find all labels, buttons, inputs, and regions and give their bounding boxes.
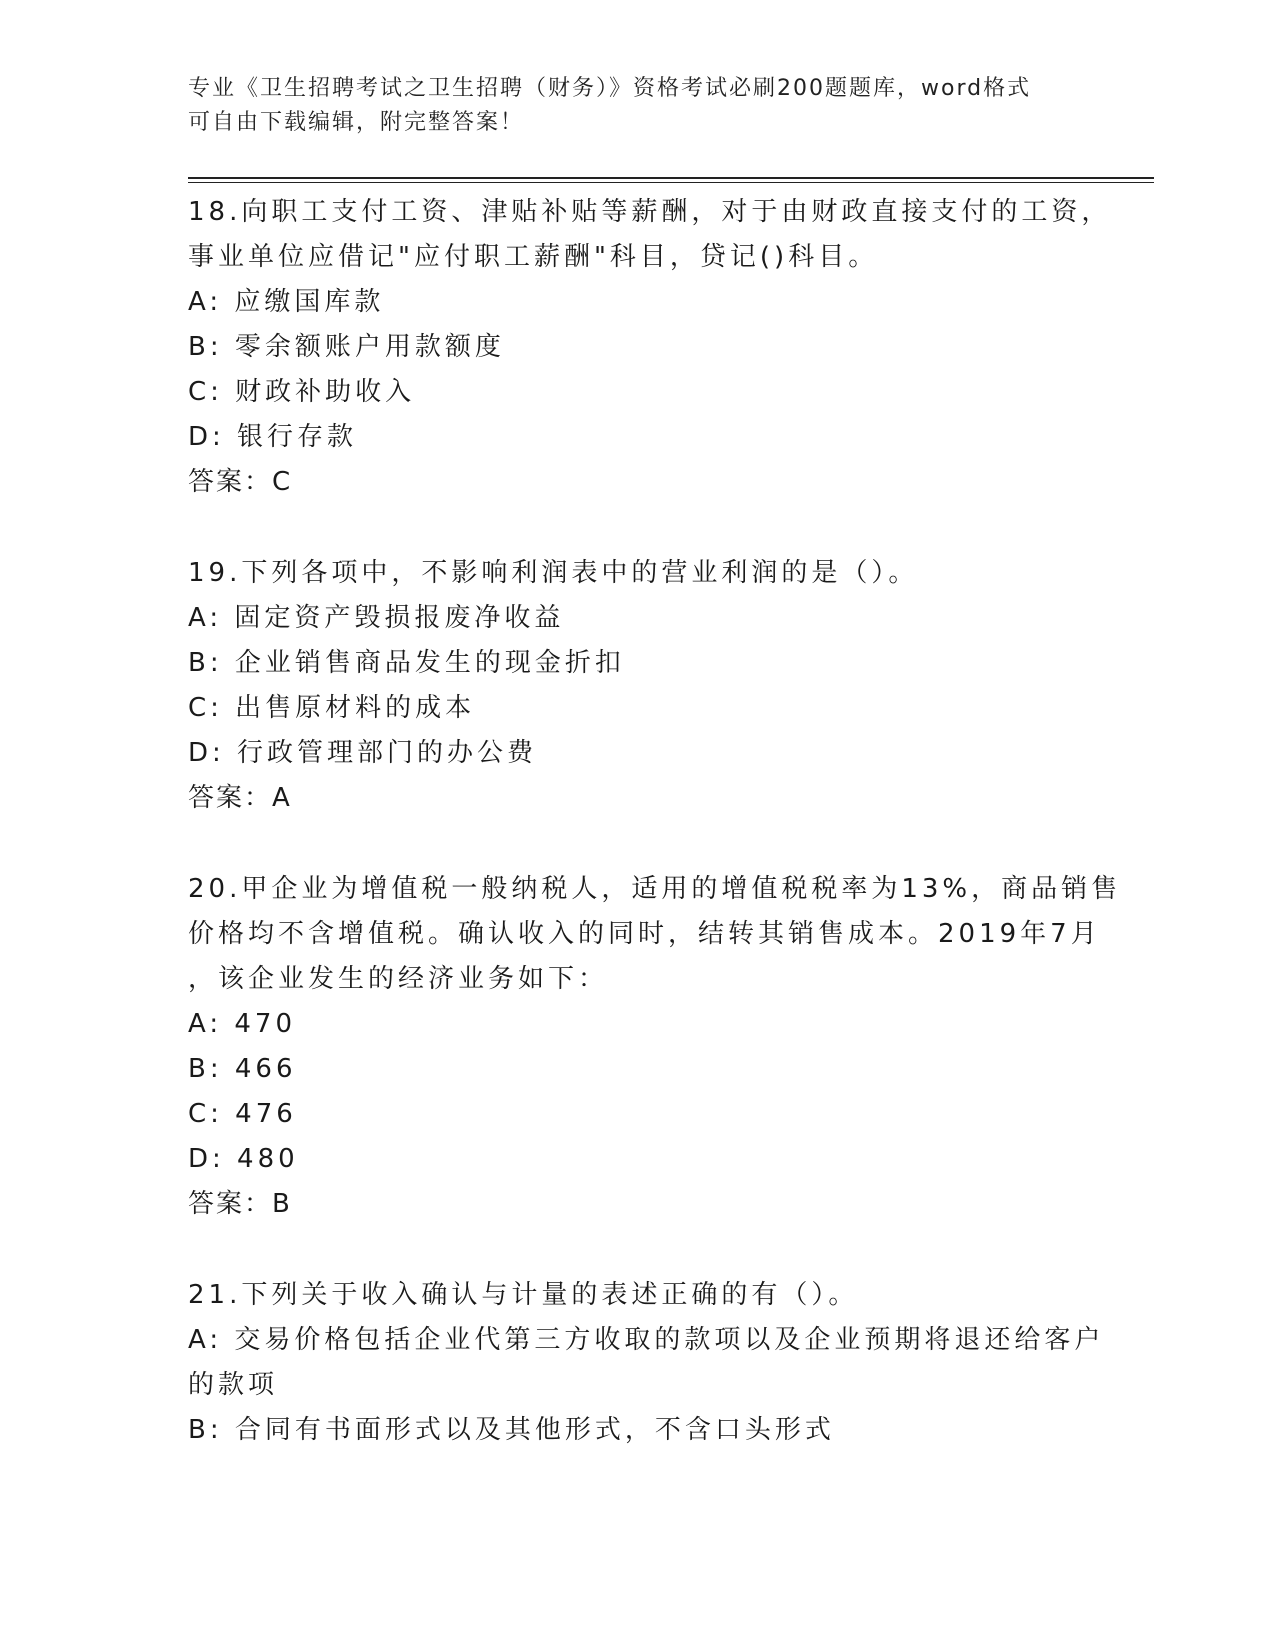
header-divider-thin (188, 182, 1154, 183)
question-spacer (188, 505, 1088, 551)
question-21 (188, 1273, 1105, 1453)
document-header (188, 72, 1088, 140)
option-text: C: 财政补助收入 (188, 377, 416, 407)
question-text (188, 551, 1088, 596)
option-a (188, 596, 1088, 641)
option-text: D: 480 (188, 1144, 299, 1174)
option-text: C: 476 (188, 1099, 297, 1129)
option-text: A: 交易价格包括企业代第三方收取的款项以及企业预期将退还给客户 (188, 1325, 1105, 1355)
question-text (188, 190, 1112, 280)
option-text: 的款项 (188, 1370, 279, 1400)
question-19 (188, 551, 1088, 821)
option-text: C: 出售原材料的成本 (188, 693, 476, 723)
header-line-2: 可自由下载编辑，附完整答案！ (188, 110, 525, 135)
question-18 (188, 190, 1112, 505)
question-text-line: 18.向职工支付工资、津贴补贴等薪酬，对于由财政直接支付的工资， (188, 197, 1112, 227)
option-a (188, 1002, 1088, 1047)
option-d (188, 731, 1088, 776)
option-b (188, 641, 1088, 686)
option-a (188, 1318, 1105, 1408)
question-spacer (188, 1227, 1088, 1273)
question-text-line: 19.下列各项中，不影响利润表中的营业利润的是（）。 (188, 558, 919, 588)
answer-label: 答案：C (188, 467, 293, 497)
answer-label: 答案：B (188, 1189, 292, 1219)
option-b (188, 1408, 1088, 1453)
question-list (188, 190, 1122, 1453)
question-text (188, 867, 1122, 1002)
option-text: A: 应缴国库款 (188, 287, 385, 317)
option-c (188, 1092, 1088, 1137)
option-text: B: 企业销售商品发生的现金折扣 (188, 648, 625, 678)
option-text: A: 470 (188, 1009, 296, 1039)
option-d (188, 415, 1088, 460)
option-text: D: 银行存款 (188, 422, 358, 452)
question-text (188, 1273, 1088, 1318)
option-text: A: 固定资产毁损报废净收益 (188, 603, 565, 633)
question-spacer (188, 821, 1088, 867)
option-b (188, 325, 1088, 370)
option-a (188, 280, 1088, 325)
option-text: B: 466 (188, 1054, 297, 1084)
question-text-line: 21.下列关于收入确认与计量的表述正确的有（）。 (188, 1280, 859, 1310)
option-text: B: 合同有书面形式以及其他形式，不含口头形式 (188, 1415, 835, 1445)
answer-label: 答案：A (188, 783, 292, 813)
option-text: D: 行政管理部门的办公费 (188, 738, 538, 768)
option-b (188, 1047, 1088, 1092)
question-text-line: 事业单位应借记"应付职工薪酬"科目，贷记()科目。 (188, 242, 879, 272)
header-line-1: 专业《卫生招聘考试之卫生招聘（财务）》资格考试必刷200题题库，word格式 (188, 76, 1032, 101)
question-20 (188, 867, 1122, 1227)
option-c (188, 686, 1088, 731)
question-text-line: 价格均不含增值税。确认收入的同时，结转其销售成本。2019年7月 (188, 919, 1101, 949)
question-text-line: 20.甲企业为增值税一般纳税人，适用的增值税税率为13%，商品销售 (188, 874, 1122, 904)
option-c (188, 370, 1088, 415)
option-text: B: 零余额账户用款额度 (188, 332, 505, 362)
header-divider-thick (188, 177, 1154, 179)
option-d (188, 1137, 1088, 1182)
question-text-line: ，该企业发生的经济业务如下： (188, 964, 609, 994)
